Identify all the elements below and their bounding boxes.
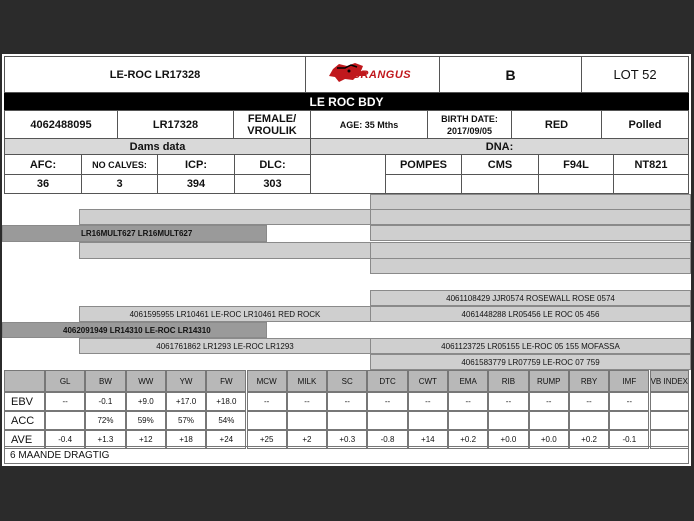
pedigree-dam-sire: LR16MULT627 LR16MULT627: [2, 225, 267, 242]
ebv-cell: +2: [287, 430, 327, 449]
animal-sex: FEMALE/ VROULIK: [233, 110, 311, 139]
ebv-header-rump: RUMP: [529, 370, 569, 392]
ebv-header-mcw: MCW: [247, 370, 287, 392]
lot-number: LOT 52: [581, 56, 689, 93]
ebv-cell: +12: [126, 430, 166, 449]
pedigree-blank-6: [370, 242, 691, 259]
ebv-cell: 57%: [166, 411, 206, 430]
ebv-cell: [529, 411, 569, 430]
animal-code: LR17328: [117, 110, 234, 139]
animal-id: LE-ROC LR17328: [4, 56, 306, 93]
lot-sheet: [2, 54, 691, 466]
dna-pompes-value: [385, 174, 462, 194]
pedigree-sire-dam: 4061448288 LR05456 LE ROC 05 456: [370, 306, 691, 322]
ebv-cell: +0.3: [327, 430, 367, 449]
animal-number: 4062488095: [4, 110, 118, 139]
ebv-header-bw: BW: [85, 370, 125, 392]
birth-date: 2017/09/05: [446, 125, 493, 136]
calves-label: NO CALVES:: [81, 154, 158, 175]
dna-cms-label: CMS: [461, 154, 539, 175]
pedigree-sire-sire: 4061108429 JJR0574 ROSEWALL ROSE 0574: [370, 290, 691, 306]
ebv-cell: +0.2: [569, 430, 609, 449]
animal-age: AGE: 35 Mths: [310, 110, 428, 139]
ebv-cell: 59%: [126, 411, 166, 430]
ebv-cell: --: [609, 392, 649, 411]
brand-logo-cell: [305, 56, 440, 93]
pedigree-blank-7: [370, 258, 691, 274]
pedigree-blank-4: [370, 225, 691, 241]
ebv-header-cwt: CWT: [408, 370, 448, 392]
dna-f94l-label: F94L: [538, 154, 614, 175]
birth-date-label: BIRTH DATE:: [441, 113, 498, 124]
ebv-cell: +25: [247, 430, 287, 449]
ebv-cell: +18.0: [206, 392, 246, 411]
ebv-cell: [569, 411, 609, 430]
ebv-header-rib: RIB: [488, 370, 528, 392]
ebv-cell: --: [448, 392, 488, 411]
ebv-cell: +17.0: [166, 392, 206, 411]
ebv-cell: [45, 411, 85, 430]
ebv-cell: -0.1: [609, 430, 649, 449]
ebv-header-milk: MILK: [287, 370, 327, 392]
ebv-cell: --: [327, 392, 367, 411]
ebv-cell: --: [529, 392, 569, 411]
pedigree-blank-2: [79, 209, 371, 225]
ebv-header-rby: RBY: [569, 370, 609, 392]
ebv-cell: +0.2: [448, 430, 488, 449]
dna-blank: [310, 154, 386, 194]
dna-nt821-value: [613, 174, 689, 194]
icp-label: ICP:: [157, 154, 235, 175]
ebv-cell: [448, 411, 488, 430]
ebv-row-label-ebv: EBV: [4, 392, 45, 411]
ebv-row-label-ave: AVE: [4, 430, 45, 449]
ebv-cell: [488, 411, 528, 430]
ebv-cell: [327, 411, 367, 430]
pedigree-dam-dam-sire: 4061123725 LR05155 LE-ROC 05 155 MOFASSA: [370, 338, 691, 354]
ebv-cell: +14: [408, 430, 448, 449]
ebv-header-sc: SC: [327, 370, 367, 392]
ebv-cell: +18: [166, 430, 206, 449]
pedigree-dam-of-dam: 4061761862 LR1293 LE-ROC LR1293: [79, 338, 371, 354]
afc-value: 36: [4, 174, 82, 194]
horn-status: Polled: [601, 110, 689, 139]
pedigree-blank-5: [79, 242, 371, 259]
ebv-header-imf: IMF: [609, 370, 649, 392]
grade: B: [439, 56, 582, 93]
animal-color: RED: [511, 110, 602, 139]
ebv-header-yw: YW: [166, 370, 206, 392]
ebv-cell: 72%: [85, 411, 125, 430]
pedigree-sire: 4061595955 LR10461 LE-ROC LR10461 RED ROCK: [79, 306, 371, 322]
ebv-cell: -0.1: [85, 392, 125, 411]
ebv-cell: +1.3: [85, 430, 125, 449]
ebv-header-vb-index: VB INDEX: [650, 370, 690, 392]
icp-value: 394: [157, 174, 235, 194]
ebv-cell: +9.0: [126, 392, 166, 411]
afc-label: AFC:: [4, 154, 82, 175]
ebv-cell: --: [287, 392, 327, 411]
dna-cms-value: [461, 174, 539, 194]
pedigree-dam: 4062091949 LR14310 LE-ROC LR14310: [2, 322, 267, 338]
ebv-cell: [650, 392, 690, 411]
ebv-row-label-acc: ACC: [4, 411, 45, 430]
ebv-cell: [247, 411, 287, 430]
birth-date-cell: [427, 110, 512, 139]
pedigree-blank-3: [370, 209, 691, 225]
ebv-cell: --: [367, 392, 407, 411]
ebv-header-fw: FW: [206, 370, 246, 392]
footer-note: 6 MAANDE DRAGTIG: [4, 446, 689, 464]
ebv-cell: -0.4: [45, 430, 85, 449]
dna-f94l-value: [538, 174, 614, 194]
dams-data-title: Dams data: [4, 138, 311, 155]
ebv-corner: [4, 370, 45, 392]
ebv-cell: 54%: [206, 411, 246, 430]
ebv-cell: +0.0: [488, 430, 528, 449]
dna-title: DNA:: [310, 138, 689, 155]
dlc-value: 303: [234, 174, 311, 194]
pedigree-blank-1: [370, 194, 691, 210]
ebv-header-ema: EMA: [448, 370, 488, 392]
ebv-cell: [367, 411, 407, 430]
ebv-cell: --: [488, 392, 528, 411]
calves-value: 3: [81, 174, 158, 194]
animal-name-banner: LE ROC BDY: [4, 93, 689, 110]
ebv-cell: [408, 411, 448, 430]
ebv-cell: [650, 411, 690, 430]
ebv-cell: +24: [206, 430, 246, 449]
ebv-header-dtc: DTC: [367, 370, 407, 392]
ebv-cell: [609, 411, 649, 430]
pedigree-dam-dam-dam: 4061583779 LR07759 LE-ROC 07 759: [370, 354, 691, 370]
dlc-label: DLC:: [234, 154, 311, 175]
ebv-cell: [287, 411, 327, 430]
ebv-cell: --: [408, 392, 448, 411]
ebv-cell: --: [247, 392, 287, 411]
ebv-header-ww: WW: [126, 370, 166, 392]
ebv-cell: --: [45, 392, 85, 411]
ebv-cell: +0.0: [529, 430, 569, 449]
ebv-cell: --: [569, 392, 609, 411]
brand-name: BRANGUS: [352, 69, 412, 81]
ebv-header-gl: GL: [45, 370, 85, 392]
dna-pompes-label: POMPES: [385, 154, 462, 175]
ebv-cell: -0.8: [367, 430, 407, 449]
dna-nt821-label: NT821: [613, 154, 689, 175]
